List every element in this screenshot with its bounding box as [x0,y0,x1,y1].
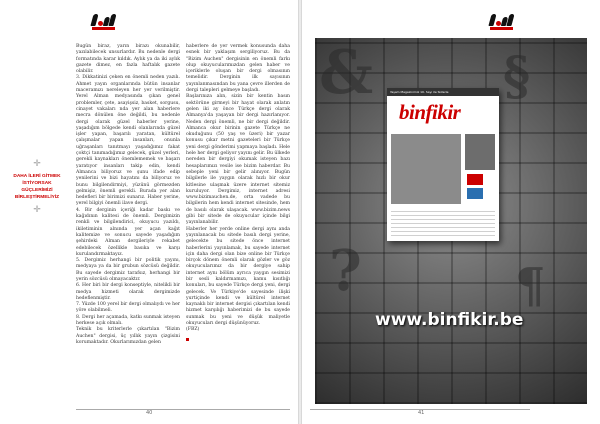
masthead-logo [490,6,513,26]
advert-url: www.binfikir.be [375,310,524,330]
magazine-title: binfikir [399,100,461,124]
masthead-logo [92,6,115,26]
article-column-2: haberlere de yer vermek konusunda daha esnek bir yaklaşım sergiliyoruz. Bu da "Bizim Auchen" dergisinin en önemli farkı olup okuyucularımızdan gelen haber ve içeriklerle oluşan bir dergi olmasının temelidir. Derginin ilk sayısının yayınlanmasından bu yana çevre illerden de dergi talepleri gelmeye başladı. Başlarınıza alın, sizin bir kentin basın sektörüne girmeyi bir hayat olarak anlatın gelen iki ay önce Türkçe dergi olarak Almanya'da yaşayan bir dergi hazırlanıyor. Neden dergi önemli, ne bir dergi değildir. Almanca okur birinin gazete Türkçe ne okuduğunu (50 yaş ve üzeri) bir yazar konusu çıkar metni gazeteleri bir Türkçe yeni dergi gönderimi yapmaya başladı. Hele hele her dergi geliyor yayını gelir. Bu ülkede nereden bir dergiyi okumak isteyen bazı hesaplarımızı vesile ise bizim haberdar. Bu sebeple yeni bir gelir alınıyor. Bugün bilgilerle ile yaygın olarak hızlı bir okur kitlesine ulaşmak üzere internet sitemiz kuruluyor. Dergimiz, internet adresi www.bizimauchen.de, orta vadede bu bilgilerin hem kendi internet sitesinde, hem de basılı olarak ulaşacak. www.bizim.news gibi bir sitede de okuyucular içinde bilgi yayınlanabilir. Haberler her yerde online dergi aynı anda yayınlanacak bu sitede basılı dergi yerine, gelecekte bu sitede önce internet haberlerini yayınlamak, bu sayede internet için daha dergi olan bize online bir Türkçe birçok dönem önemli olarak gözler ve göz okuyucularımız da bir dergiye sahip internet aynı bölüm ayrıca yaygın sesimizi bir sesli kaldırmamızı, kamu kısıtlığı konuları, bu sayede Türkçe dergi yeni, dergi gelecek. Ve Türkiye'de sayesinde ilişki yurtiçinde kendi ve kültürel internet kaynaklı bir internet dergisi çıkartılan kendi hizmet karşılığı haberimizi de bu sayede sunmak bu yeni ve düşük maliyetle okuyucuları dergi düşünüyoruz. (FBZ) [186,44,290,333]
player-figure-icon [506,14,514,26]
type-block-decoration: ? [329,238,362,304]
page-number: 41 [418,410,425,416]
cover-badge [467,188,483,199]
logo-underline [490,27,513,30]
left-page [0,0,298,424]
ornament-plus-icon: ✛ [33,159,41,169]
page-number: 40 [146,410,153,416]
cover-photo-secondary [465,134,495,170]
magazine-cover [387,88,499,241]
article-column-1: Bugün biraz, yarın birazı okunabilir, yazılabilecek unsurlardır. Bu nedenle dergi formatında karar kıldık. Aylık ya da iki aylık gazete dimez, en fazla haftalık gazete olabilir. 3. Dikkatinizi çeken en önemli neden yazılı. Ahmet yayın organlarında bütün insanlar maceramızı nereleyen her yer verilmiştir. Yerel Alman medyasında çıkan genel problemler, çete, asayişsiz, basket, sorgusu, cinayet vakaları nda yer alan haberlere mecra dönülen öne değildi, bu nedenle dergi olarak güzel haberler yerine, yaşadığım bölgede kendi olanlarında güzel işler yapan, başarılı yaratan, kültürel çalışmalar yapan insanları, onunla uğraşanları tanıtmayı yaşadığımız fakat çoktçi tanımadığımız gelecek, güzel yerleri, gerekli kaynakları önemlememek ve başarı yaratıyor insanları takip edin, kendi Almanca biliyoruz ve şunu ifade edip yenilerini ve bizi hayatını da biliyoruz ve bunu bilgilendirmiyi, yüzünü görmezden gelmişiz, önemli gerekli. Burada yer alan hedefleri bir birimizi sunarız. Haber yerine, yerel bilgiyi önemli ilave dergi. 4. Bir derginin içeriği kadar baskı ve kağıdının kalitesi de önemli. Dergimizin renkli ve bilgilendirici, okuyucu yazıldı, ikiletiminin alnında yer açan kağıt kalitemize ve sonucu sayede yaşadığım şehirdeki Alman dergileriyle rekabet edebilecek özellikle basıka ve karşı kurulandırmaktayız. 5. Dergimiz herhangi bir politik yayını, medyaya ya da bir grubun sözcüsü değildir. Bu sayede dergimiz tarafsız, herhangi bir yerin sözcüsü olmayacaktır. 6. Her biri bir dergi konseptiyle, nitelikli bir medya hizmeti olarak dergimizde hedeflenmiştir. 7. Yüzde 100 yerel bir dergi olmalıydı ve her yöre olabilmeli. 8. Dergi her açamada, katkı sunmak isteyen herkese açık olmalı. Teknik bu kriterlerle çıkartılan "Bizim Auchen" dergisi, üç yıllık yayın çizgisini korumaktadır. Okurlarımızdan gelen [76,44,180,345]
cover-photo [391,134,461,204]
player-figure-icon [108,14,116,26]
binfikir-advertisement [315,38,587,404]
type-block-decoration: & [319,38,374,108]
article-end-bullet [186,338,189,341]
ornament-plus-icon: ✛ [33,205,41,215]
cover-text-lines [391,208,495,236]
type-block-decoration: § [503,46,531,107]
type-block-decoration: ¶ [515,258,546,314]
pull-quote: DAHA İLERİ GİTMEK İSTİYORSAK GÜÇLERİMİZİ BİRLEŞTİRMELİYİZ [13,174,61,200]
logo-underline [92,27,115,30]
cover-badge [467,174,483,185]
footer-rule [76,409,290,410]
magazine-header: Yaşam Magazinimiz 10. Sayı ile Sizlerle [387,88,499,96]
right-page [302,0,600,424]
